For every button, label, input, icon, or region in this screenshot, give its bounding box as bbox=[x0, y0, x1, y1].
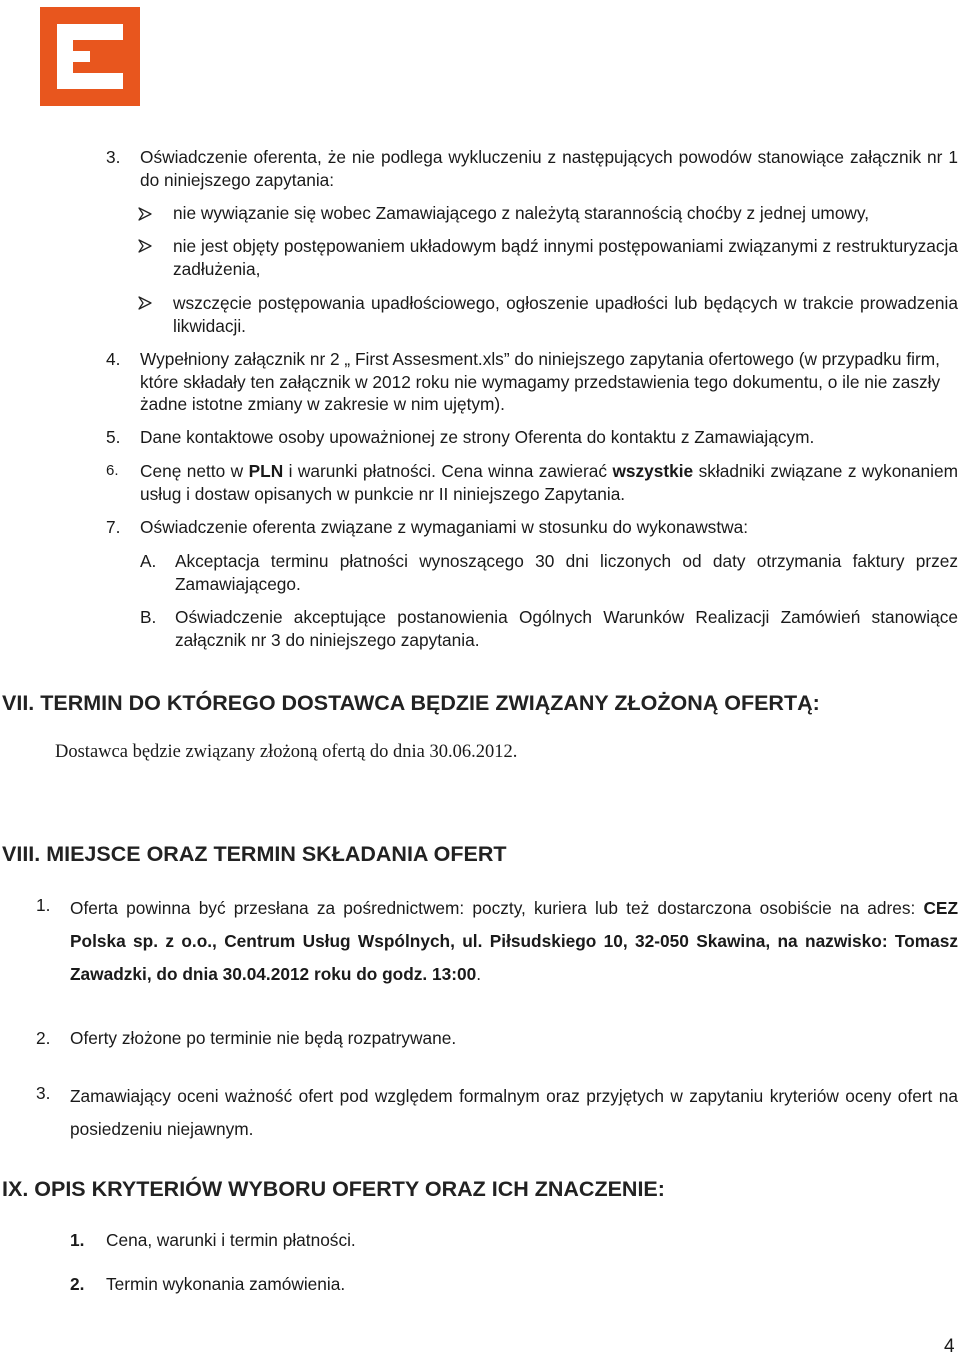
list-number: 3. bbox=[106, 147, 121, 167]
arrow-bullet-icon bbox=[138, 207, 152, 221]
sub-item-text: Oświadczenie akceptujące postanowienia Ogólnych Warunków Realizacji Zamówień stanowiące załącznik nr 3 do niniejszego zapytania. bbox=[175, 607, 958, 650]
list-item-text: Oferty złożone po terminie nie będą rozpatrywane. bbox=[70, 1028, 457, 1048]
section-heading: IX. OPIS KRYTERIÓW WYBORU OFERTY ORAZ ICH ZNACZENIE: bbox=[2, 1177, 665, 1201]
list-item-text: Termin wykonania zamówienia. bbox=[106, 1274, 346, 1294]
list-item-text: Wypełniony załącznik nr 2 „ First Assesment.xls” do niniejszego zapytania ofertowego (w przypadku firm, które składały ten załącznik w 2012 roku nie wymagamy przedstawienia tego dokumentu, o ile nie zaszły żadne istotne zmiany w zakresie w nim ujętym). bbox=[140, 349, 941, 414]
cez-logo-icon bbox=[40, 7, 140, 106]
list-item-text: Zamawiający oceni ważność ofert pod względem formalnym oraz przyjętych w zapytaniu kryteriów oceny ofert na posiedzeniu niejawnym. bbox=[70, 1086, 958, 1139]
list-item-text: Cenę netto w PLN i warunki płatności. Cena winna zawierać wszystkie składniki związane z wykonaniem usług i dostaw opisanych w punkcie nr II niniejszego Zapytania. bbox=[140, 461, 958, 504]
list-number: 5. bbox=[106, 427, 121, 447]
list-item-text: Oświadczenie oferenta związane z wymaganiami w stosunku do wykonawstwa: bbox=[140, 517, 749, 537]
list-number: 4. bbox=[106, 349, 121, 369]
list-item-text: Cena, warunki i termin płatności. bbox=[106, 1230, 356, 1250]
section-heading: VIII. MIEJSCE ORAZ TERMIN SKŁADANIA OFERT bbox=[2, 842, 507, 866]
list-item-text: Dane kontaktowe osoby upoważnionej ze strony Oferenta do kontaktu z Zamawiającym. bbox=[140, 427, 815, 447]
sub-letter: A. bbox=[140, 551, 157, 571]
section-text: Dostawca będzie związany złożoną ofertą do dnia 30.06.2012. bbox=[55, 742, 518, 762]
list-number: 1. bbox=[36, 895, 51, 915]
list-number: 2. bbox=[70, 1274, 85, 1294]
list-item-text: Oświadczenie oferenta, że nie podlega wykluczeniu z następujących powodów stanowiące załącznik nr 1 do niniejszego zapytania: bbox=[140, 147, 958, 190]
list-number: 6. bbox=[106, 462, 119, 479]
sub-item-text: Akceptacja terminu płatności wynoszącego 30 dni liczonych od daty otrzymania faktury przez Zamawiającego. bbox=[175, 551, 958, 594]
arrow-bullet-icon bbox=[138, 239, 152, 253]
sub-letter: B. bbox=[140, 607, 157, 627]
list-number: 1. bbox=[70, 1230, 85, 1250]
list-number: 2. bbox=[36, 1028, 51, 1048]
page-number: 4 bbox=[944, 1336, 955, 1357]
section-heading: VII. TERMIN DO KTÓREGO DOSTAWCA BĘDZIE ZWIĄZANY ZŁOŻONĄ OFERTĄ: bbox=[2, 691, 820, 715]
bullet-text: nie jest objęty postępowaniem układowym bądź innymi postępowaniami związanymi z restrukturyzacja zadłużenia, bbox=[173, 236, 958, 279]
list-item-text: Oferta powinna być przesłana za pośrednictwem: poczty, kuriera lub też dostarczona osobiście na adres: CEZ Polska sp. z o.o., Centrum Usług Wspólnych, ul. Piłsudskiego 10, 32-050 Skawina, na nazwisko: Tomasz Zawadzki, do dnia 30.04.2012 roku do godz. 13:00. bbox=[70, 898, 958, 984]
bullet-text: wszczęcie postępowania upadłościowego, ogłoszenie upadłości lub będących w trakcie prowadzenia likwidacji. bbox=[173, 293, 958, 336]
bullet-text: nie wywiązanie się wobec Zamawiającego z należytą starannością choćby z jednej umowy, bbox=[173, 203, 870, 223]
list-number: 3. bbox=[36, 1083, 51, 1103]
list-number: 7. bbox=[106, 517, 121, 537]
arrow-bullet-icon bbox=[138, 296, 152, 310]
